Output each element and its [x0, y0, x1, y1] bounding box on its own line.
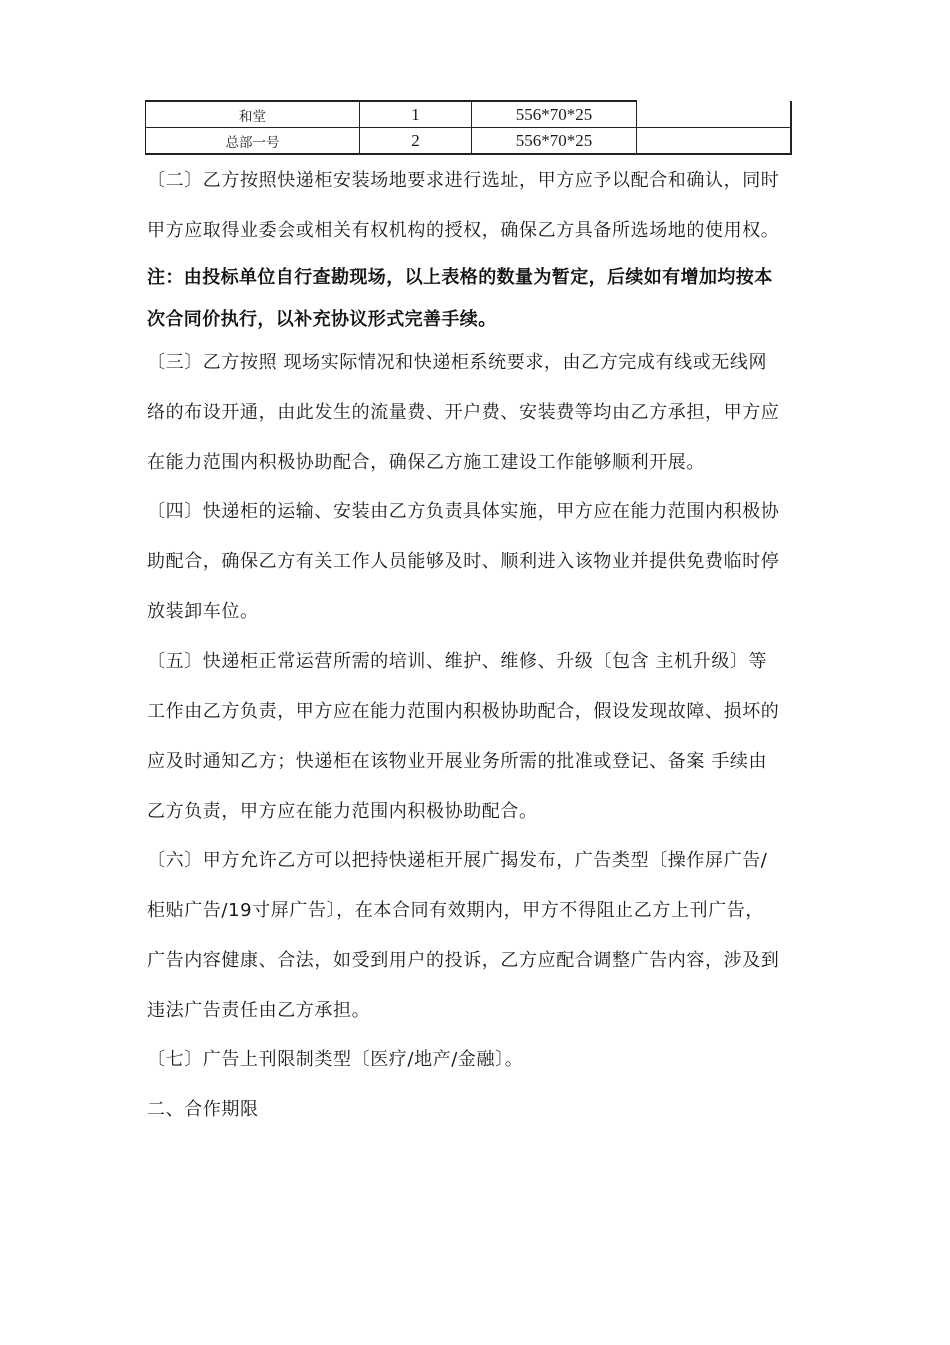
- clause-2: [147, 156, 807, 256]
- text-line: 违法广告责任由乙方承担。: [147, 1000, 371, 1021]
- table-row: [146, 101, 792, 128]
- location-cell: 总部一号: [146, 128, 360, 155]
- note-cell: [637, 128, 792, 155]
- text-line: 络的布设开通，由此发生的流量费、开户费、安装费等均由乙方承担，甲方应: [147, 402, 780, 423]
- text-line: 〔六〕甲方允许乙方可以把持快递柜开展广揭发布，广告类型〔操作屏广告/: [147, 850, 768, 871]
- text-line: 在能力范围内积极协助配合，确保乙方施工建设工作能够顺利开展。: [147, 452, 705, 473]
- quantity-cell: 2: [360, 128, 472, 155]
- text-line: 助配合，确保乙方有关工作人员能够及时、顺利进入该物业并提供免费临时停: [147, 551, 780, 572]
- quantity-cell: 1: [360, 101, 472, 128]
- text-line: 次合同价执行，以补充协议形式完善手续。: [147, 309, 497, 330]
- text-line: 甲方应取得业委会或相关有权机构的授权，确保乙方具备所选场地的使用权。: [147, 220, 780, 241]
- clause-4: [147, 487, 807, 637]
- text-line: 工作由乙方负责，甲方应在能力范围内积极协助配合，假设发现故障、损坏的: [147, 701, 780, 722]
- text-line: 柜贴广告/19寸屏广告〕，在本合同有效期内，甲方不得阻止乙方上刊广告，: [147, 900, 764, 921]
- text-line: 〔三〕乙方按照 现场实际情况和快递柜系统要求，由乙方完成有线或无线网: [147, 352, 768, 373]
- section-heading: [147, 1085, 807, 1135]
- text-line: 二、合作期限: [147, 1099, 259, 1120]
- clause-3: [147, 338, 807, 488]
- size-cell: 556*70*25: [472, 128, 637, 155]
- clause-5: [147, 637, 807, 837]
- clause-6: [147, 836, 807, 1036]
- note-paragraph: [147, 257, 807, 341]
- text-line: 〔四〕快递柜的运输、安装由乙方负责具体实施，甲方应在能力范围内积极协: [147, 501, 780, 522]
- text-line: 〔五〕快递柜正常运营所需的培训、维护、维修、升级〔包含 主机升级〕等: [147, 651, 768, 672]
- text-line: 应及时通知乙方；快递柜在该物业开展业务所需的批准或登记、备案 手续由: [147, 751, 768, 772]
- text-line: 放装卸车位。: [147, 601, 259, 622]
- locker-table: [145, 100, 792, 155]
- location-cell: 和堂: [146, 101, 360, 128]
- text-line: 广告内容健康、合法，如受到用户的投诉，乙方应配合调整广告内容，涉及到: [147, 950, 780, 971]
- text-line: 注：由投标单位自行查勘现场，以上表格的数量为暂定，后续如有增加均按本: [147, 267, 773, 288]
- note-cell: [637, 101, 792, 128]
- text-line: 〔二〕乙方按照快递柜安装场地要求进行选址，甲方应予以配合和确认，同时: [147, 170, 780, 191]
- clause-7: [147, 1035, 807, 1085]
- table-row: [146, 128, 792, 155]
- text-line: 〔七〕广告上刊限制类型〔医疗/地产/金融〕。: [147, 1049, 524, 1070]
- size-cell: 556*70*25: [472, 101, 637, 128]
- text-line: 乙方负责，甲方应在能力范围内积极协助配合。: [147, 801, 538, 822]
